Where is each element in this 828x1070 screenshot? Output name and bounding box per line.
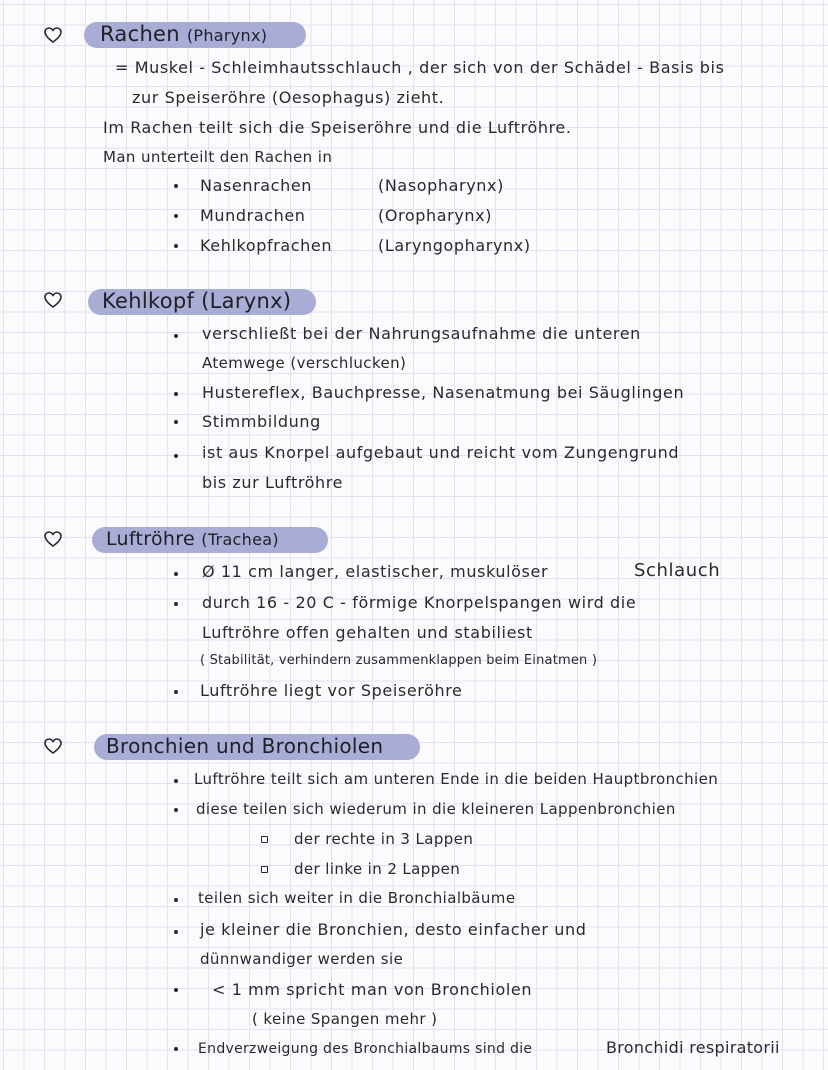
list-item: Nasenrachen <box>200 176 312 195</box>
bullet <box>174 214 178 218</box>
sub-bullet-square <box>261 866 268 873</box>
list-item-latin: (Laryngopharynx) <box>378 236 531 255</box>
bullet <box>174 454 178 458</box>
heart-icon <box>44 27 62 43</box>
bullet <box>174 898 178 902</box>
text-line: Ø 11 cm langer, elastischer, muskulöser <box>202 562 549 581</box>
text-line: je kleiner die Bronchien, desto einfacher und <box>200 920 587 939</box>
text-line: Im Rachen teilt sich die Speiseröhre und die Luftröhre. <box>103 118 572 137</box>
text-line: der rechte in 3 Lappen <box>294 830 474 848</box>
text-line: zur Speiseröhre (Oesophagus) zieht. <box>132 88 445 107</box>
list-item: Kehlkopfrachen <box>200 236 333 255</box>
heart-icon <box>44 738 62 754</box>
bullet <box>174 779 178 783</box>
text-line: = Muskel - Schleimhautsschlauch , der sich von der Schädel - Basis bis <box>115 58 725 77</box>
section-title-kehlkopf <box>102 289 291 313</box>
list-item: Mundrachen <box>200 206 306 225</box>
text-line: Luftröhre teilt sich am unteren Ende in die beiden Hauptbronchien <box>194 770 719 788</box>
text-line: durch 16 - 20 C - förmige Knorpelspangen wird die <box>202 593 637 612</box>
section-title-luftroehre <box>106 528 279 550</box>
bullet <box>174 930 178 934</box>
text-line: Endverzweigung des Bronchialbaums sind die <box>198 1041 533 1057</box>
text-line: ( Stabilität, verhindern zusammenklappen beim Einatmen ) <box>200 653 598 668</box>
text-line: dünnwandiger werden sie <box>200 950 404 968</box>
text-line: Stimmbildung <box>202 412 321 431</box>
text-line: diese teilen sich wiederum in die kleineren Lappenbronchien <box>196 800 676 818</box>
title-text: Kehlkopf <box>102 289 195 313</box>
bullet <box>174 334 178 338</box>
bullet <box>174 1047 178 1051</box>
text-line: bis zur Luftröhre <box>202 473 344 492</box>
list-item-latin: (Oropharynx) <box>378 206 493 225</box>
heart-icon <box>44 292 62 308</box>
bullet <box>174 392 178 396</box>
section-title-bronchien <box>106 734 383 758</box>
heart-icon <box>44 531 62 547</box>
text-line: der linke in 2 Lappen <box>294 860 461 878</box>
bullet <box>174 572 178 576</box>
sub-bullet-square <box>261 836 268 843</box>
title-latin: (Larynx) <box>201 289 292 313</box>
text-line: Man unterteilt den Rachen in <box>103 148 333 166</box>
text-line: ist aus Knorpel aufgebaut und reicht vom Zungengrund <box>202 443 680 462</box>
text-line: Luftröhre offen gehalten und stabiliest <box>202 623 533 642</box>
bullet <box>174 988 178 992</box>
bullet <box>174 602 178 606</box>
title-latin: (Pharynx) <box>186 26 268 45</box>
bullet <box>174 808 178 812</box>
bullet <box>174 690 178 694</box>
title-text: Rachen <box>100 22 180 46</box>
title-text: Bronchien und Bronchiolen <box>106 734 384 758</box>
text-line: Atemwege (verschlucken) <box>202 354 407 372</box>
title-text: Luftröhre <box>106 528 195 550</box>
bullet <box>174 244 178 248</box>
text-line: Hustereflex, Bauchpresse, Nasenatmung bei Säuglingen <box>202 383 685 402</box>
bullet <box>174 184 178 188</box>
text-line: verschließt bei der Nahrungsaufnahme die unteren <box>202 324 641 343</box>
text-line: Bronchidi respiratorii <box>606 1038 780 1057</box>
text-line: ( keine Spangen mehr ) <box>252 1010 438 1028</box>
text-line: < 1 mm spricht man von Bronchiolen <box>212 980 533 999</box>
text-line: Luftröhre liegt vor Speiseröhre <box>200 681 463 700</box>
title-latin: (Trachea) <box>201 530 279 549</box>
text-line: teilen sich weiter in die Bronchialbäume <box>198 889 516 907</box>
list-item-latin: (Nasopharynx) <box>378 176 504 195</box>
bullet <box>174 420 178 424</box>
text-line: Schlauch <box>634 560 721 581</box>
section-title-rachen <box>100 22 267 46</box>
